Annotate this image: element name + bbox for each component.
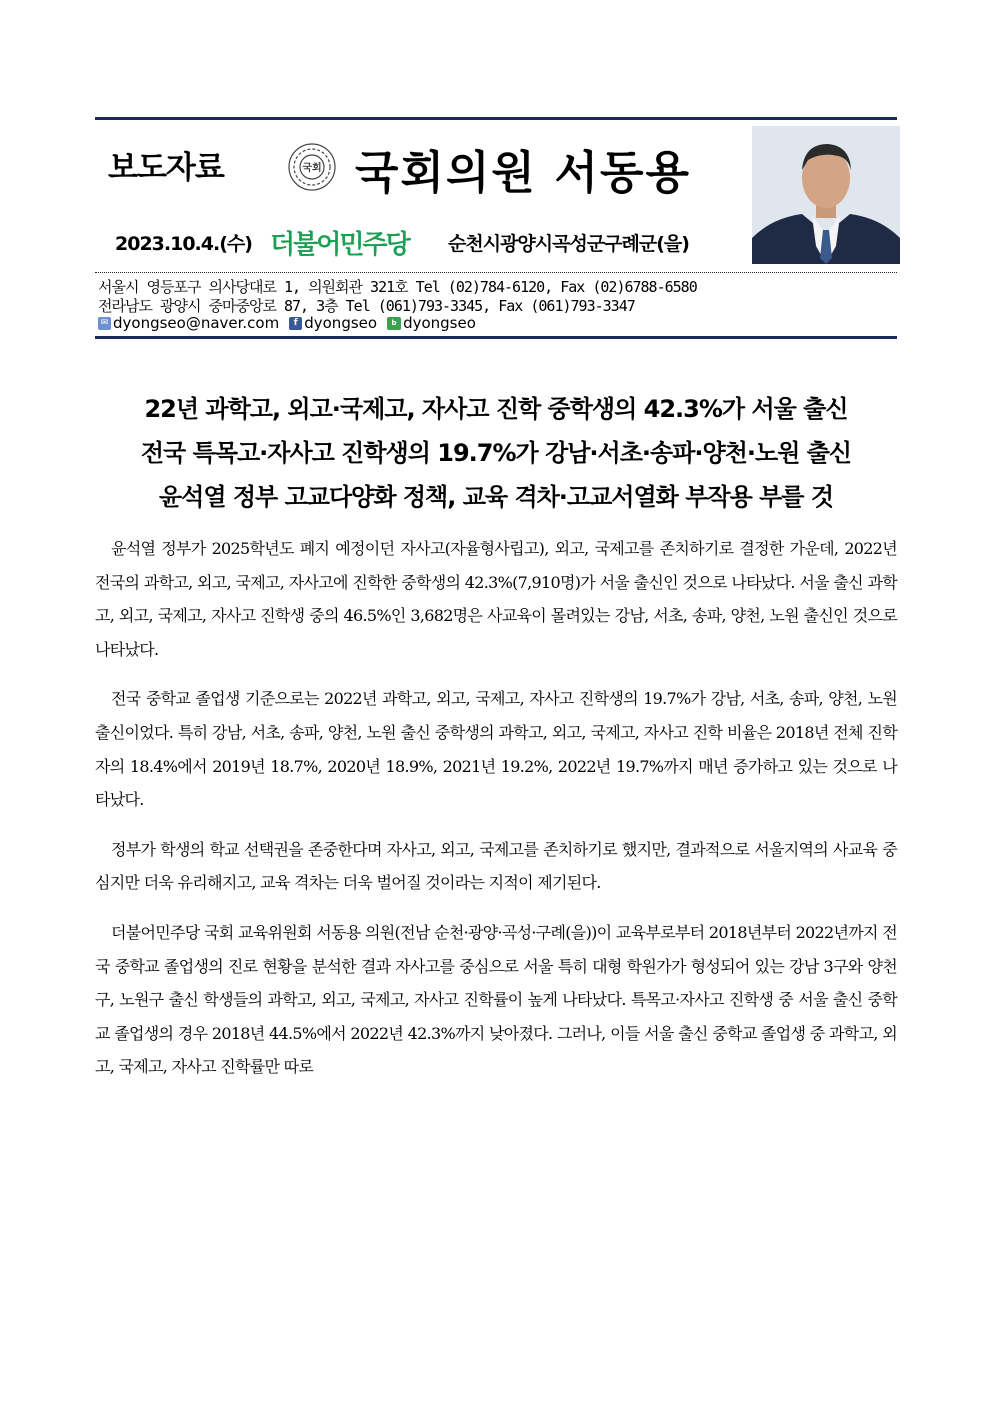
mail-icon: ✉ <box>98 317 111 330</box>
facebook-text: dyongseo <box>304 314 378 332</box>
portrait-photo <box>752 126 900 264</box>
social-links <box>98 314 476 332</box>
email-text: dyongseo@naver.com <box>113 314 280 332</box>
paragraph-3: 정부가 학생의 학교 선택권을 존중한다며 자사고, 외고, 국제고를 존치하기로 했지만, 결과적으로 서울지역의 사교육 중심지만 더욱 유리해지고, 교육 격차는 더욱 벌어질 것이라는 지적이 제기된다. <box>95 839 897 893</box>
press-release-label: 보도자료 <box>108 150 224 186</box>
facebook-icon: f <box>289 317 302 330</box>
headline-3: 윤석열 정부 고교다양화 정책, 교육 격차·고교서열화 부작용 부를 것 <box>158 483 834 511</box>
blog-icon: b <box>387 317 401 330</box>
release-date: 2023.10.4.(수) <box>115 233 252 255</box>
blog-text: dyongseo <box>403 314 476 332</box>
headline-2: 전국 특목고·자사고 진학생의 19.7%가 강남·서초·송파·양천·노원 출신 <box>140 439 852 467</box>
facebook-link[interactable] <box>289 314 377 332</box>
header-dotted-divider <box>95 272 897 273</box>
paragraph-2: 전국 중학교 졸업생 기준으로는 2022년 과학고, 외고, 국제고, 자사고 진학생의 19.7%가 강남, 서초, 송파, 양천, 노원 출신이었다. 특히 강남, 서초, 송파, 양천, 노원 출신 중학생의 과학고, 외고, 국제고, 자사고 진학 비율은 2018년 전체 진학자의 18.4%에서 2019년 18.7%, 2020년 18.9%, 2021년 19.2%, 2022년 19.7%까지 매년 증가하고 있는 것으로 나타났다. <box>95 689 897 810</box>
paragraph-1: 윤석열 정부가 2025학년도 폐지 예정이던 자사고(자율형사립고), 외고, 국제고를 존치하기로 결정한 가운데, 2022년 전국의 과학고, 외고, 국제고, 자사고에 진학한 중학생의 42.3%(7,910명)가 서울 출신인 것으로 나타났다. 서울 출신 과학고, 외고, 국제고, 자사고 진학생 중의 46.5%인 3,682명은 사교육이 몰려있는 강남, 서초, 송파, 양천, 노원 출신인 것으로 나타났다. <box>95 539 898 659</box>
national-assembly-seal-icon <box>287 142 337 192</box>
header-bottom-rule <box>95 336 897 339</box>
seal-text: 국회 <box>302 163 322 174</box>
blog-link[interactable] <box>387 314 476 332</box>
jeonnam-office-contact: 전라남도 광양시 중마중앙로 87, 3층 Tel (061)793-3345, Fax (061)793-3347 <box>98 297 635 315</box>
assemblyman-title: 국회의원 서동용 <box>355 146 691 199</box>
email-link[interactable] <box>98 314 279 332</box>
seoul-office-contact: 서울시 영등포구 의사당대로 1, 의원회관 321호 Tel (02)784-6120, Fax (02)6788-6580 <box>98 278 697 296</box>
article-body <box>95 532 897 1100</box>
paragraph-4: 더불어민주당 국회 교육위원회 서동용 의원(전남 순천·광양·곡성·구례(을))이 교육부로부터 2018년부터 2022년까지 전국 중학교 졸업생의 진로 현황을 분석한 결과 자사고를 중심으로 서울 특히 대형 학원가가 형성되어 있는 강남 3구와 양천구, 노원구 출신 학생들의 과학고, 외고, 국제고, 자사고 진학률이 높게 나타났다. 특목고·자사고 진학생 중 서울 출신 중학교 졸업생의 경우 2018년 44.5%에서 2022년 42.3%까지 낮아졌다. 그러나, 이들 서울 출신 중학교 졸업생 중 과학고, 외고, 국제고, 자사고 진학률만 따로 <box>95 922 897 1077</box>
header-top-rule <box>95 117 897 120</box>
district-name: 순천시광양시곡성군구례군(을) <box>448 233 689 255</box>
party-logo: 더불어민주당 <box>270 230 409 260</box>
headline-1: 22년 과학고, 외고·국제고, 자사고 진학 중학생의 42.3%가 서울 출신 <box>144 395 848 423</box>
